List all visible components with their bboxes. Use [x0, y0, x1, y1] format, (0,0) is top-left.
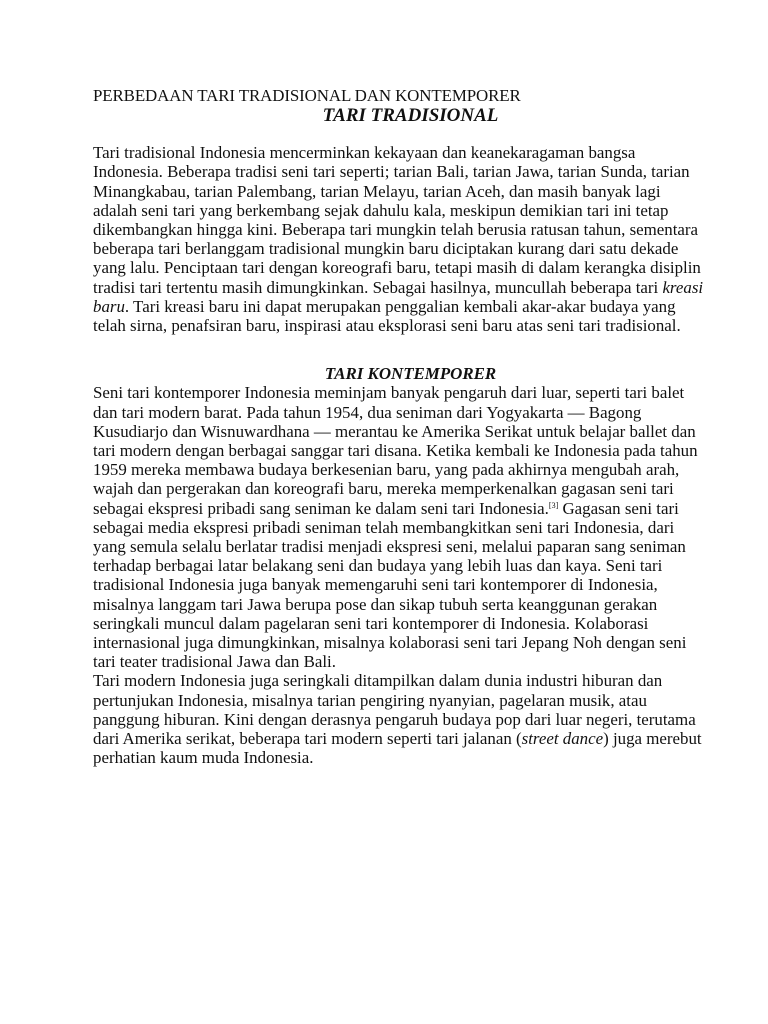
footnote-reference[interactable]: [3]: [548, 500, 559, 510]
paragraph-text: Seni tari kontemporer Indonesia meminjam banyak pengaruh dari luar, seperti tari balet dan tari modern barat. Pada tahun 1954, dua seniman dari Yogyakarta — Bagong Kusudiarjo dan Wisnuwardhana — merantau ke Amerika Serikat untuk belajar ballet dan tari modern dengan berbagai sanggar tari disana. Ketika kembali ke Indonesia pada tahun 1959 mereka membawa budaya berkesenian baru, yang pada akhirnya mengubah arah, wajah dan pergerakan dan koreografi baru, mereka memperkenalkan gagasan seni tari sebagai ekspresi pribadi sang seniman ke dalam seni tari Indonesia.: [93, 383, 698, 518]
document-title: PERBEDAAN TARI TRADISIONAL DAN KONTEMPORER: [93, 86, 521, 105]
italic-term-kreasi-baru: kreasi baru: [93, 277, 704, 316]
paragraph-text: Gagasan seni tari sebagai media ekspresi pribadi seniman telah membangkitkan seni tari Indonesia, dari yang semula selalu berlatar tradisi menjadi ekspresi seni, melalui paparan sang seniman terhadap berbagai latar belakang seni dan budaya yang lebih luas dan kaya. Seni tari tradisional Indonesia juga banyak memengaruhi seni tari kontemporer di Indonesia, misalnya langgam tari Jawa berupa pose dan sikap tubuh serta keanggunan gerakan seringkali muncul dalam pagelaran seni tari kontemporer di Indonesia. Kolaborasi internasional juga dimungkinkan, misalnya kolaborasi seni tari Jepang Noh dengan seni tari teater tradisional Jawa dan Bali.: [93, 498, 687, 672]
paragraph-tari-tradisional: [93, 143, 708, 335]
paragraph-text: Tari modern Indonesia juga seringkali ditampilkan dalam dunia industri hiburan dan pertunjukan Indonesia, misalnya tarian pengiring nyanyian, pagelaran musik, atau panggung hiburan. Kini dengan derasnya pengaruh budaya pop dari luar negeri, terutama dari Amerika serikat, beberapa tari modern seperti tari jalanan (: [93, 671, 696, 749]
paragraph-text: ) juga merebut perhatian kaum muda Indonesia.: [93, 729, 702, 768]
section-heading-tari-tradisional: TARI TRADISIONAL: [322, 105, 499, 127]
italic-term-street-dance: street dance: [521, 729, 604, 749]
paragraph-text: . Tari kreasi baru ini dapat merupakan penggalian kembali akar-akar budaya yang telah sirna, penafsiran baru, inspirasi atau eksplorasi seni baru atas seni tari tradisional.: [93, 296, 681, 336]
section-heading-tari-kontemporer: TARI KONTEMPORER: [324, 364, 497, 384]
paragraph-tari-kontemporer-1: [93, 383, 708, 671]
paragraph-text: Tari tradisional Indonesia mencerminkan kekayaan dan keanekaragaman bangsa Indonesia. Beberapa tradisi seni tari seperti; tarian Bali, tarian Jawa, tarian Sunda, tarian Minangkabau, tarian Palembang, tarian Melayu, tarian Aceh, dan masih banyak lagi adalah seni tari yang berkembang sejak dahulu kala, meskipun demikian tari ini tetap dikembangkan hingga kini. Beberapa tari mungkin telah berusia ratusan tahun, sementara beberapa tari berlanggam tradisional mungkin baru diciptakan kurang dari satu dekade yang lalu. Penciptaan tari dengan koreografi baru, tetapi masih di dalam kerangka disiplin tradisi tari tertentu masih dimungkinkan. Sebagai hasilnya, muncullah beberapa tari: [93, 143, 701, 297]
paragraph-tari-kontemporer-2: [93, 671, 708, 767]
